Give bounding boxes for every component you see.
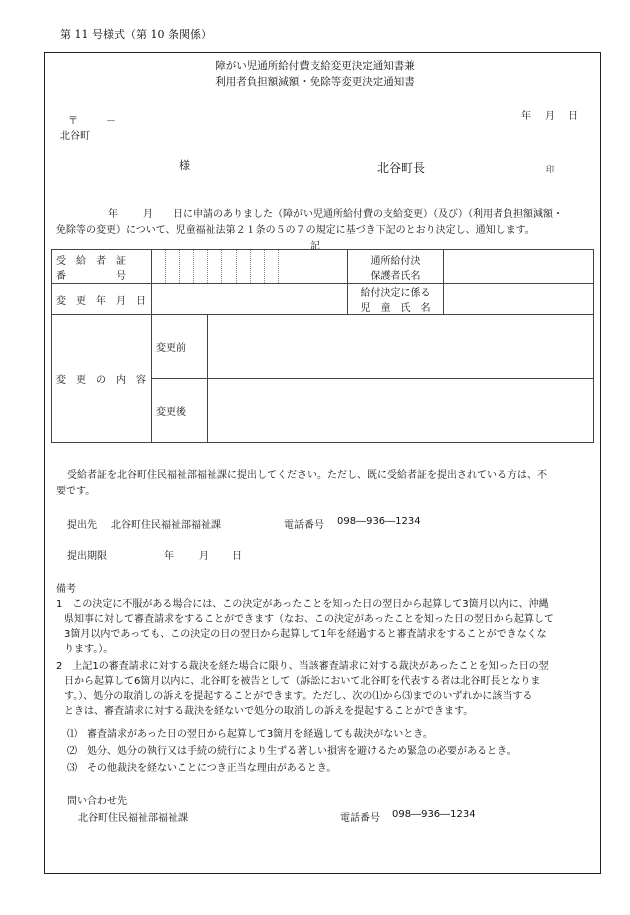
sub-item: ⑶ その他裁決を経ないことにつき正当な理由があるとき。 bbox=[67, 763, 337, 774]
phone-number: 098―936―1234 bbox=[337, 516, 421, 527]
guardian-label-1: 通所給付決 bbox=[370, 255, 421, 267]
contact-phone: 098―936―1234 bbox=[392, 809, 476, 820]
table-row-cert bbox=[52, 250, 594, 284]
notice-line-2: 要です。 bbox=[56, 486, 96, 497]
after-content-field[interactable] bbox=[208, 379, 594, 443]
remark-2-line: す。）、処分の取消しの訴えを提起することができます。ただし、次の⑴から⑶までのいずれかに該当する bbox=[64, 691, 533, 702]
remark-2-line: 日から起算して6箇月以内に、北谷町を被告として（訴訟において北谷町を代表する者は北谷町長となりま bbox=[64, 676, 541, 687]
deadline-label: 提出期限 bbox=[67, 551, 107, 562]
contact-heading: 問い合わせ先 bbox=[67, 796, 127, 807]
ki-heading: 記 bbox=[310, 241, 320, 252]
remark-sub-items bbox=[67, 726, 517, 777]
postal-mark: 〒 bbox=[68, 116, 78, 127]
remark-2-line: ときは、審査請求に対する裁決を経ないで処分の取消しの訴えを提起することができます。 bbox=[64, 706, 474, 717]
change-date-label: 変 更 年 月 日 bbox=[52, 284, 152, 315]
intro-year: 年 bbox=[108, 209, 118, 220]
phone-label: 電話番号 bbox=[284, 520, 324, 531]
child-name-field[interactable] bbox=[444, 284, 594, 315]
deadline-year: 年 bbox=[164, 551, 174, 562]
notice-line-1: 受給者証を北谷町住民福祉部福祉課に提出してください。ただし、既に受給者証を提出されている方は、不 bbox=[67, 470, 547, 481]
intro-month: 月 bbox=[143, 209, 153, 220]
child-label-1: 給付決定に係る bbox=[360, 288, 431, 299]
remark-1-line: 3箇月以内であっても、この決定の日の翌日から起算して1年を経過すると審査請求をすることができなくな bbox=[64, 629, 547, 640]
remark-1-line: ります。）。 bbox=[64, 644, 114, 655]
after-label: 変更後 bbox=[152, 379, 208, 443]
address-town: 北谷町 bbox=[60, 131, 90, 142]
guardian-label-2: 保護者氏名 bbox=[370, 270, 421, 282]
guardian-label-cell bbox=[348, 250, 444, 284]
submit-to-value: 北谷町住民福祉部福祉課 bbox=[111, 520, 221, 531]
submit-to-label: 提出先 bbox=[67, 520, 97, 531]
recipient-suffix: 様 bbox=[179, 159, 190, 172]
remarks-heading: 備考 bbox=[56, 584, 76, 595]
intro-line-2: 免除等の変更）について、児童福祉法第２１条の５の７の規定に基づき下記のとおり決定し、通知します。 bbox=[56, 225, 535, 236]
title-line-2: 利用者負担額減額・免除等変更決定通知書 bbox=[215, 76, 415, 88]
change-content-label: 変 更 の 内 容 bbox=[52, 315, 152, 443]
before-content-field[interactable] bbox=[208, 315, 594, 379]
remark-2-line: 2 上記1の審査請求に対する裁決を経た場合に限り、当該審査請求に対する裁決があったことを知った日の翌 bbox=[56, 661, 549, 672]
guardian-name-field[interactable] bbox=[444, 250, 594, 284]
remark-1-line: 県知事に対して審査請求をすることができます（なお、この決定があったことを知った日の翌日から起算して bbox=[64, 614, 554, 625]
sub-item: ⑴ 審査請求があった日の翌日から起算して3箇月を経過しても裁決がないとき。 bbox=[67, 729, 433, 740]
remark-1 bbox=[56, 597, 554, 657]
before-label: 変更前 bbox=[152, 315, 208, 379]
deadline-month: 月 bbox=[199, 551, 209, 562]
change-date-field[interactable] bbox=[152, 284, 348, 315]
remark-1-line: 1 この決定に不服がある場合には、この決定があったことを知った日の翌日から起算して3箇月以内に、沖縄 bbox=[56, 599, 549, 610]
form-number-label: 第 11 号様式（第 10 条関係） bbox=[60, 28, 212, 41]
cert-no-field[interactable] bbox=[152, 250, 348, 284]
issuer-name: 北谷町長 bbox=[377, 161, 426, 175]
remark-2 bbox=[56, 659, 549, 719]
seal-mark: 印 bbox=[546, 165, 554, 174]
title-line-1: 障がい児通所給付費支給変更決定通知書兼 bbox=[215, 60, 415, 72]
table-row-date bbox=[52, 284, 594, 315]
deadline-day: 日 bbox=[232, 551, 242, 562]
contact-phone-label: 電話番号 bbox=[340, 813, 380, 824]
header-year-label: 年 bbox=[521, 111, 531, 122]
intro-rest: 日に申請のありました（障がい児通所給付費の支給変更）（及び）（利用者負担額減額・ bbox=[173, 209, 563, 220]
child-label-2: 児 童 氏 名 bbox=[360, 303, 431, 314]
cert-no-label-cell bbox=[52, 250, 152, 284]
intro-line-1 bbox=[56, 205, 563, 220]
cert-no-digit-boxes bbox=[152, 250, 292, 283]
cert-no-label-2: 番 号 bbox=[56, 270, 126, 282]
decision-table bbox=[51, 249, 594, 443]
postal-dash: － bbox=[106, 116, 116, 127]
table-row-before bbox=[52, 315, 594, 379]
cert-no-label-1: 受 給 者 証 bbox=[56, 255, 126, 267]
contact-dept: 北谷町住民福祉部福祉課 bbox=[78, 813, 188, 824]
header-month-label: 月 bbox=[545, 111, 555, 122]
sub-item: ⑵ 処分、処分の執行又は手続の続行により生ずる著しい損害を避けるため緊急の必要があるとき。 bbox=[67, 746, 517, 757]
child-label-cell bbox=[348, 284, 444, 315]
header-day-label: 日 bbox=[568, 111, 578, 122]
